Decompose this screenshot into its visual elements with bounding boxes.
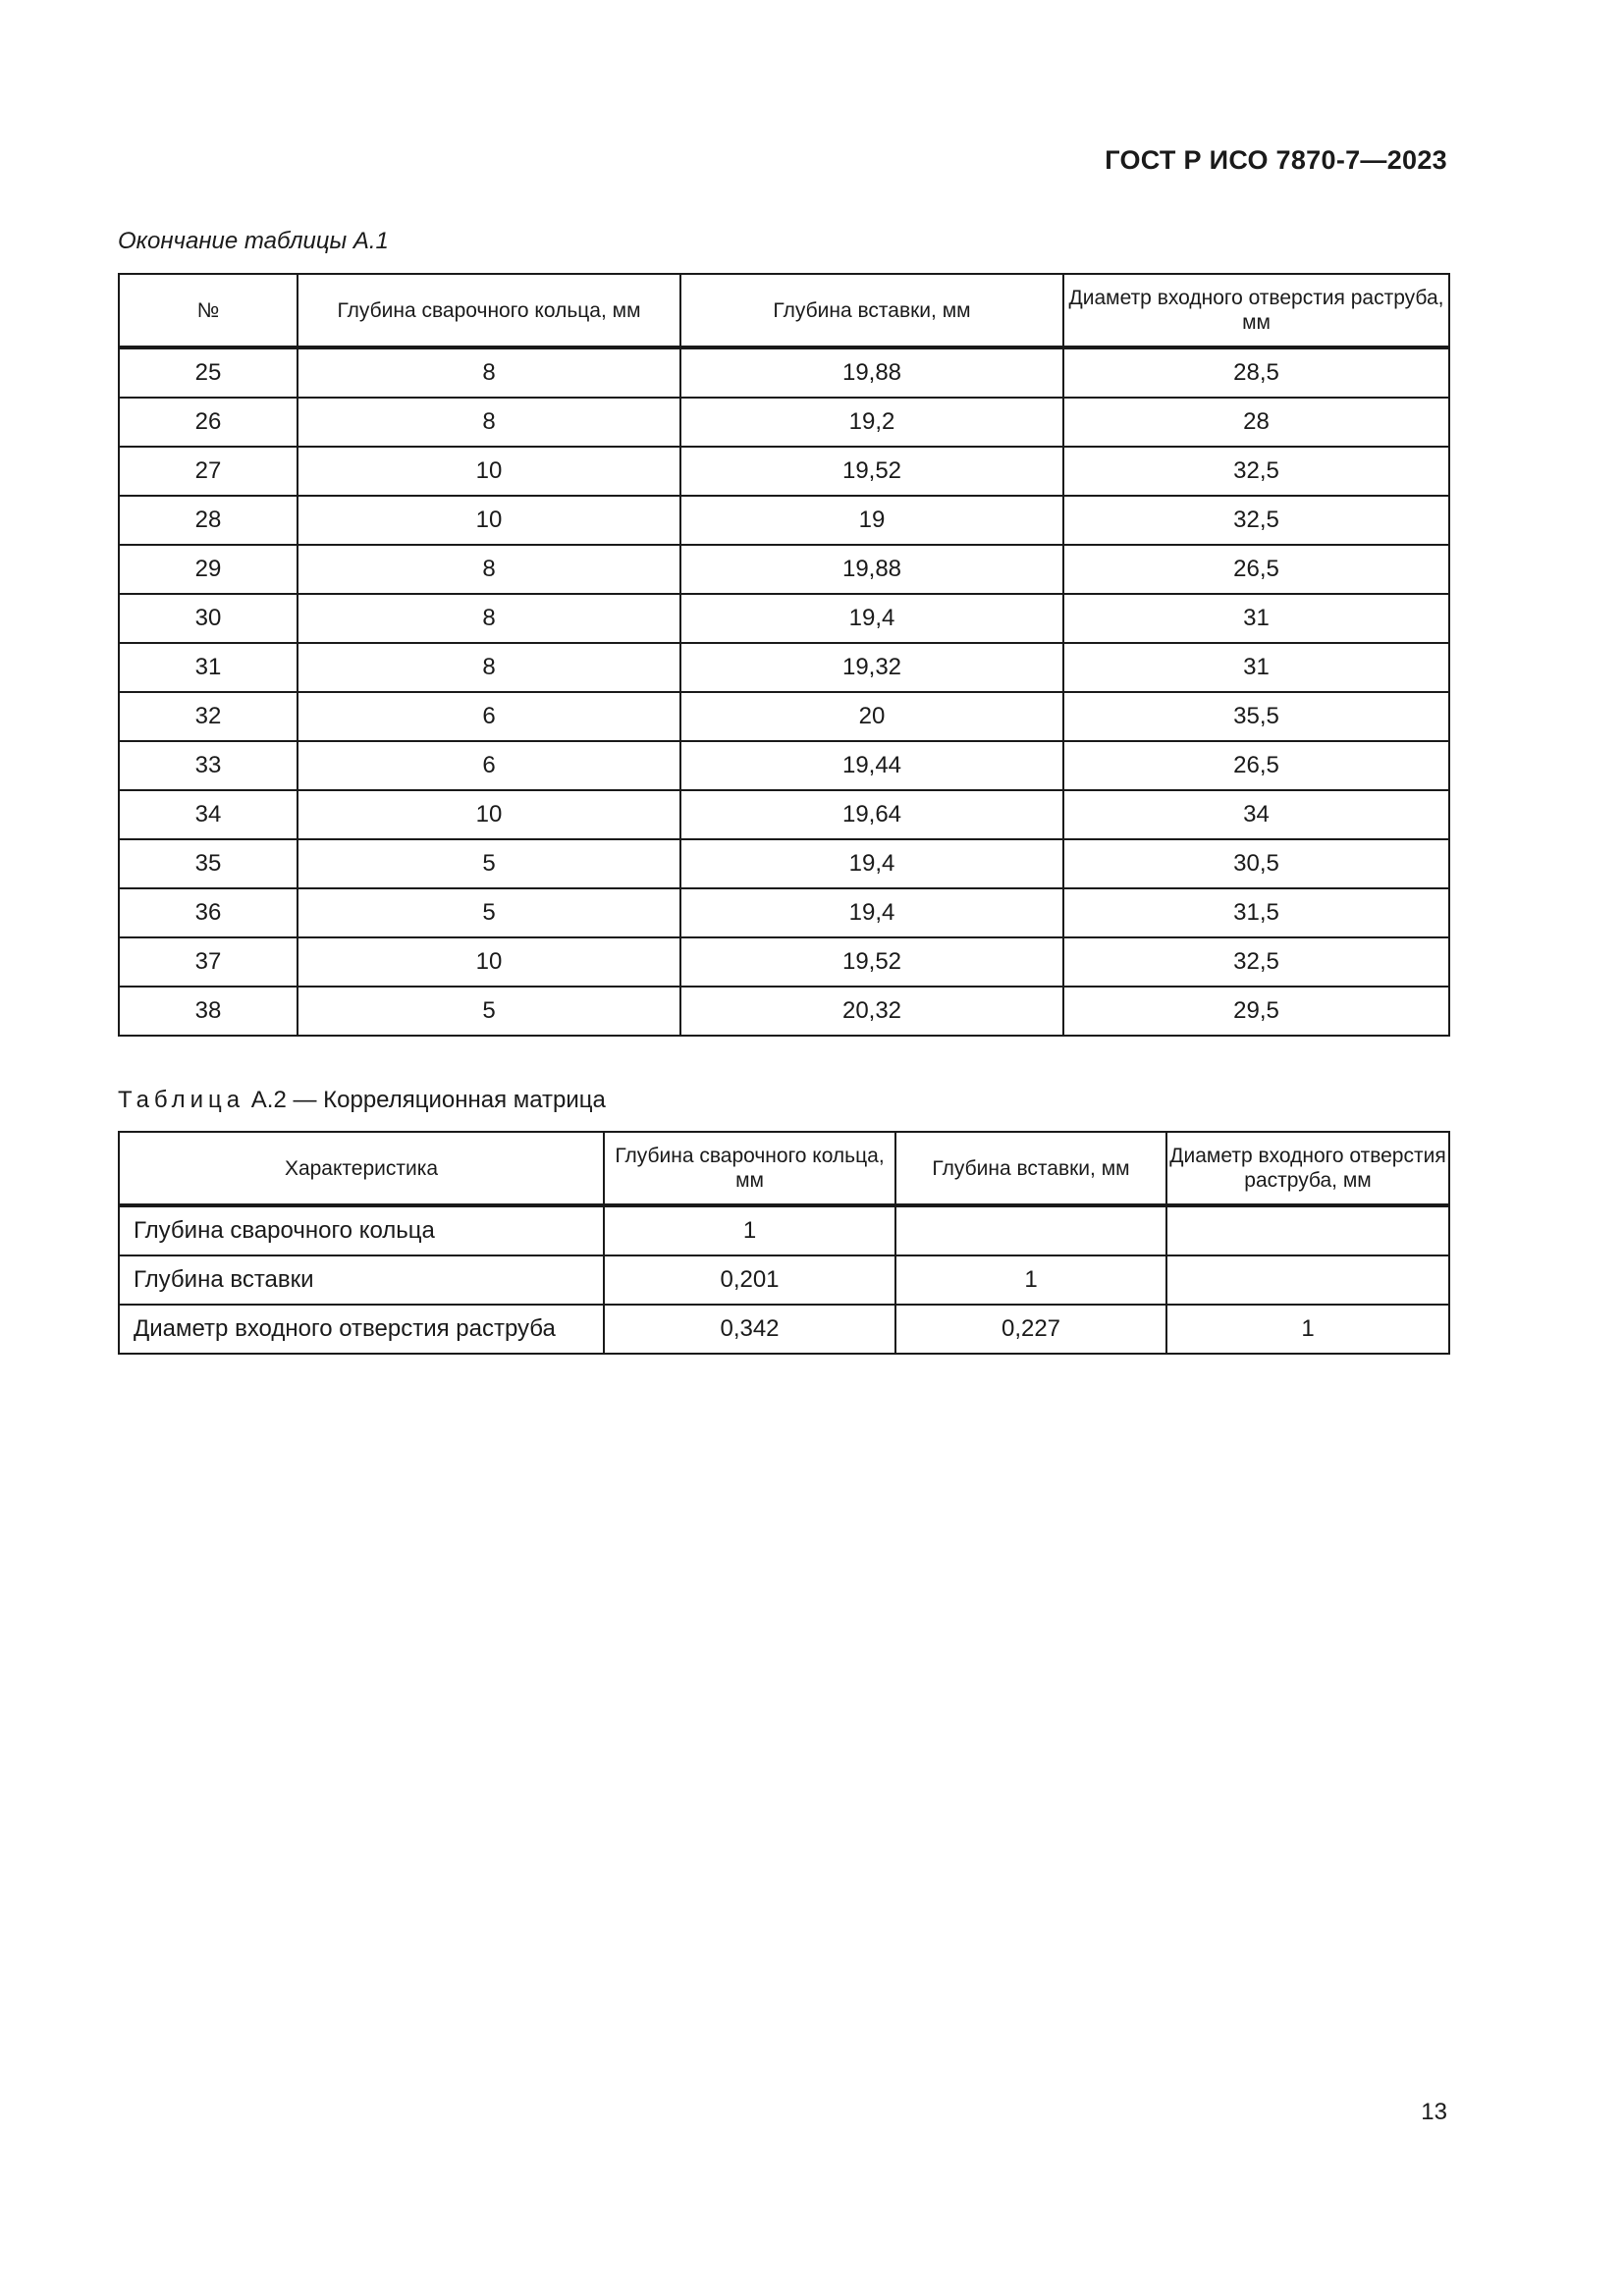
table-cell: 32,5 [1063,496,1449,545]
table-cell: 29 [119,545,298,594]
table-row [119,790,1449,839]
row-label: Глубина сварочного кольца [119,1205,604,1255]
table-row [119,692,1449,741]
table-cell: 31,5 [1063,888,1449,937]
row-label: Глубина вставки [119,1255,604,1305]
table-a1-continuation-caption: Окончание таблицы А.1 [118,228,389,254]
table-cell: 1 [604,1205,895,1255]
table-a2-correlation-matrix [118,1131,1450,1355]
table-cell: 35,5 [1063,692,1449,741]
table-cell: 31 [1063,594,1449,643]
table-cell: 6 [298,741,680,790]
table-cell: 19,64 [680,790,1063,839]
table-cell: 10 [298,496,680,545]
table-cell: 32 [119,692,298,741]
table-a1 [118,273,1450,1037]
row-label: Диаметр входного отверстия раструба [119,1305,604,1354]
table-cell: 26,5 [1063,545,1449,594]
table-row [119,594,1449,643]
table-cell: 31 [119,643,298,692]
table-cell: 30 [119,594,298,643]
table-row [119,1255,1449,1305]
table-cell: 10 [298,937,680,987]
table-cell: 26 [119,398,298,447]
table-cell: 32,5 [1063,937,1449,987]
column-header-ring-depth: Глубина сварочного кольца, мм [604,1132,895,1205]
table-cell: 19,52 [680,937,1063,987]
table-cell: 35 [119,839,298,888]
table-cell: 19,44 [680,741,1063,790]
column-header-ring-depth: Глубина сварочного кольца, мм [298,274,680,347]
table-cell: 19,4 [680,888,1063,937]
column-header-socket-diameter: Диаметр входного отверстия раструба, мм [1166,1132,1449,1205]
document-code: ГОСТ Р ИСО 7870-7—2023 [1105,145,1447,175]
table-cell: 10 [298,447,680,496]
table-header-row [119,1132,1449,1205]
table-row [119,741,1449,790]
table-row [119,545,1449,594]
table-cell: 19,88 [680,545,1063,594]
table-cell: 19,52 [680,447,1063,496]
table-cell: 31 [1063,643,1449,692]
table-cell: 8 [298,398,680,447]
column-header-insert-depth: Глубина вставки, мм [680,274,1063,347]
table-cell: 26,5 [1063,741,1449,790]
table-cell: 25 [119,347,298,398]
table-cell: 28,5 [1063,347,1449,398]
table-cell: 36 [119,888,298,937]
table-cell [895,1205,1166,1255]
table-cell: 8 [298,594,680,643]
table-cell: 34 [1063,790,1449,839]
table-a2-caption [118,1087,606,1114]
table-cell [1166,1255,1449,1305]
table-cell: 20,32 [680,987,1063,1036]
table-cell: 32,5 [1063,447,1449,496]
table-cell: 19,4 [680,594,1063,643]
table-cell: 0,342 [604,1305,895,1354]
table-cell: 19 [680,496,1063,545]
table-cell: 29,5 [1063,987,1449,1036]
table-cell: 19,4 [680,839,1063,888]
table-cell: 8 [298,545,680,594]
column-header-insert-depth: Глубина вставки, мм [895,1132,1166,1205]
table-cell: 33 [119,741,298,790]
table-cell: 8 [298,643,680,692]
table-cell: 27 [119,447,298,496]
table-row [119,888,1449,937]
table-row [119,398,1449,447]
table-cell: 38 [119,987,298,1036]
table-cell: 19,2 [680,398,1063,447]
table-row [119,1205,1449,1255]
table-row [119,496,1449,545]
table-row [119,839,1449,888]
table-row [119,347,1449,398]
table-a2-caption-prefix: Таблица [118,1087,245,1113]
table-cell: 19,88 [680,347,1063,398]
table-cell: 34 [119,790,298,839]
table-cell: 5 [298,888,680,937]
table-cell: 28 [119,496,298,545]
table-cell: 5 [298,839,680,888]
column-header-number: № [119,274,298,347]
table-cell [1166,1205,1449,1255]
table-cell: 28 [1063,398,1449,447]
table-cell: 5 [298,987,680,1036]
table-cell: 8 [298,347,680,398]
table-cell: 20 [680,692,1063,741]
page-number: 13 [1421,2099,1447,2125]
table-a2-caption-title: А.2 — Корреляционная матрица [244,1087,606,1113]
table-cell: 30,5 [1063,839,1449,888]
table-row [119,1305,1449,1354]
table-cell: 0,227 [895,1305,1166,1354]
table-cell: 19,32 [680,643,1063,692]
table-row [119,447,1449,496]
table-cell: 6 [298,692,680,741]
table-header-row [119,274,1449,347]
table-row [119,987,1449,1036]
table-cell: 1 [1166,1305,1449,1354]
table-row [119,643,1449,692]
column-header-characteristic: Характеристика [119,1132,604,1205]
table-cell: 0,201 [604,1255,895,1305]
table-cell: 37 [119,937,298,987]
table-cell: 10 [298,790,680,839]
table-cell: 1 [895,1255,1166,1305]
table-row [119,937,1449,987]
column-header-socket-diameter: Диаметр входного отверстия раструба, мм [1063,274,1449,347]
